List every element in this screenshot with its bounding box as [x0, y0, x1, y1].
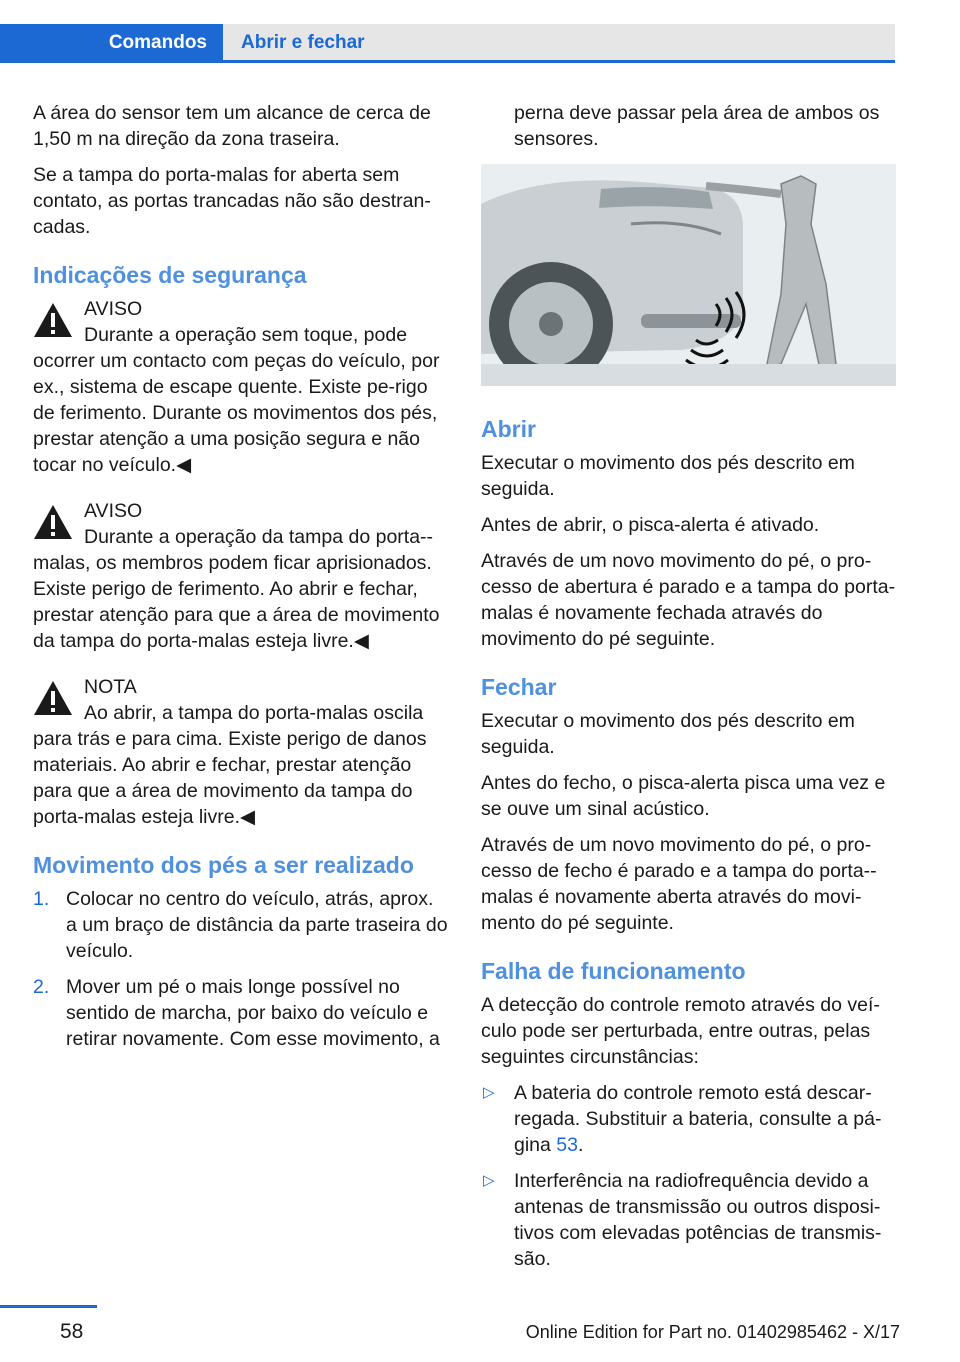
warning-text: Durante a operação sem toque, pode ocorrer um contacto com peças do veículo, por ex., sistema de escape quente. Existe pe‐rigo de ferimento. Durante os movimentos dos pés, prestar atenção a uma posição segura e não tocar no veículo.◀ [33, 324, 440, 476]
paragraph: Executar o movimento dos pés descrito em seguida. [481, 452, 855, 500]
illustration-car-rear-foot-sensor [481, 164, 896, 386]
note-box [33, 674, 448, 830]
paragraph: Se a tampa do porta-malas for aberta sem contato, as portas trancadas não são destran‐cadas. [33, 164, 431, 238]
warning-text: Durante a operação da tampa do porta--malas, os membros podem ficar aprisionados. Existe perigo de ferimento. Ao abrir e fechar, prestar atenção para que a área de movimento da tampa do porta-malas esteja livre.◀ [33, 526, 440, 652]
paragraph: A detecção do controle remoto através do veí‐culo pode ser perturbada, entre outras, pelas seguintes circunstâncias: [481, 994, 880, 1068]
steps-list [33, 886, 448, 1052]
right-column [481, 100, 896, 1282]
section-tab[interactable]: Abrir e fechar [223, 24, 895, 62]
fault-list [481, 1080, 896, 1272]
step-number: 1. [33, 888, 50, 910]
step-number: 2. [33, 976, 50, 998]
warning-triangle-icon [33, 680, 73, 716]
list-item: ▷ Interferência na radiofrequência devido a antenas de transmissão ou outros disposi‐tivos com elevadas potências de transmis‐são. [483, 1170, 882, 1270]
warning-label: AVISO [84, 298, 143, 320]
list-item [33, 974, 448, 1052]
page-number: 58 [60, 1320, 84, 1343]
heading-close: Fechar [481, 674, 557, 700]
chapter-tab[interactable]: Comandos [0, 24, 223, 62]
paragraph: Através de um novo movimento do pé, o pro‐cesso de fecho é parado e a tampa do porta--malas é novamente aberta através do movi‐mento do pé seguinte. [481, 834, 877, 934]
paragraph: Antes de abrir, o pisca-alerta é ativado. [481, 514, 820, 536]
car-illustration [481, 164, 896, 386]
page-header [0, 0, 960, 64]
left-column [33, 100, 448, 1062]
note-label: NOTA [84, 676, 137, 698]
paragraph: Executar o movimento dos pés descrito em seguida. [481, 710, 855, 758]
paragraph: Antes do fecho, o pisca-alerta pisca uma vez e se ouve um sinal acústico. [481, 772, 886, 820]
note-text: Ao abrir, a tampa do porta-malas oscila para trás e para cima. Existe perigo de danos materiais. Ao abrir e fechar, prestar atenção para que a área de movimento da tampa do porta-malas esteja livre.◀ [33, 702, 427, 828]
heading-movement: Movimento dos pés a ser realizado [33, 852, 414, 878]
heading-safety: Indicações de segurança [33, 262, 307, 288]
paragraph: A área do sensor tem um alcance de cerca de 1,50 m na direção da zona traseira. [33, 102, 431, 150]
list-item [33, 886, 448, 964]
edition-text: Online Edition for Part no. 01402985462 - X/17 [525, 1322, 900, 1342]
warning-box [33, 498, 448, 654]
triangle-bullet-icon: ▷ [483, 1172, 495, 1189]
paragraph-continued: perna deve passar pela área de ambos os sensores. [514, 102, 880, 150]
list-item: ▷ A bateria do controle remoto está descar‐regada. Substituir a bateria, consulte a pá‐gina 53. [483, 1082, 882, 1156]
warning-label: AVISO [84, 500, 143, 522]
step-text: Mover um pé o mais longe possível no sentido de marcha, por baixo do veículo e retirar novamente. Com esse movimento, a [66, 976, 440, 1050]
step-text: Colocar no centro do veículo, atrás, aprox. a um braço de distância da parte traseira do veículo. [66, 888, 448, 962]
warning-box [33, 296, 448, 478]
header-rule [0, 60, 895, 63]
warning-triangle-icon [33, 302, 73, 338]
footer-rule [0, 1305, 97, 1308]
paragraph: Através de um novo movimento do pé, o pro‐cesso de abertura é parado e a tampa do porta-malas é novamente fechada através do movimento do pé seguinte. [481, 550, 896, 650]
warning-triangle-icon [33, 504, 73, 540]
heading-fault: Falha de funcionamento [481, 958, 746, 984]
heading-open: Abrir [481, 416, 536, 442]
triangle-bullet-icon: ▷ [483, 1084, 495, 1101]
page-link[interactable]: 53 [556, 1134, 578, 1156]
